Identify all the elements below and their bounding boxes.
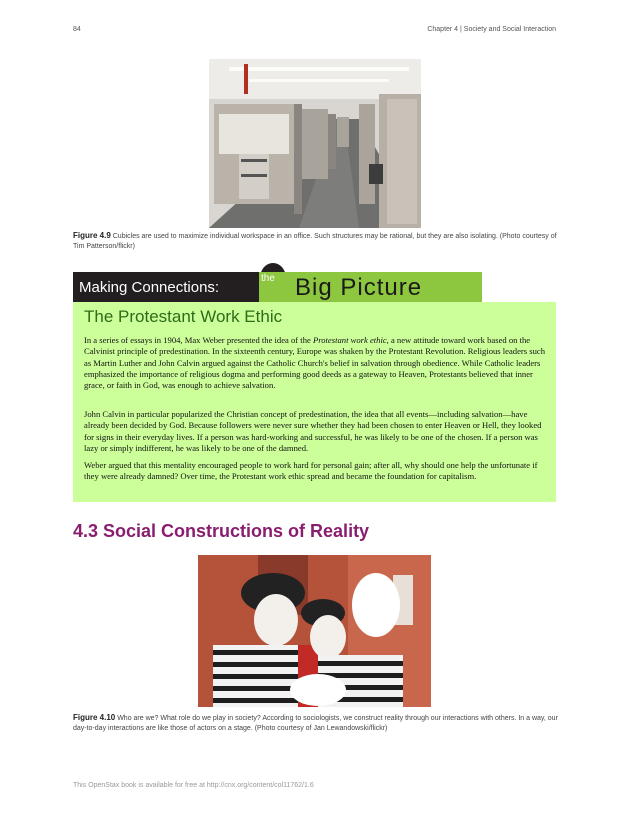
figure-4-10-label: Figure 4.10 xyxy=(73,713,116,722)
cubicles-photo xyxy=(209,59,421,228)
figure-4-10-caption xyxy=(73,713,558,734)
feature-p1-emphasis: Protestant work ethic xyxy=(312,335,387,345)
figure-4-9-text: Cubicles are used to maximize individual workspace in an office. Such structures may be rational, but they are also isolating. (Photo courtesy of Tim Patterson/flickr) xyxy=(73,233,557,250)
feature-paragraph-1 xyxy=(84,335,547,391)
banner-the: the xyxy=(261,273,275,284)
chapter-header: Chapter 4 | Society and Social Interaction xyxy=(427,26,556,33)
feature-paragraph-3: Weber argued that this mentality encouraged people to work hard for personal gain; after all, why should one help the unfortunate if they were already damned? Over time, the Protestant work ethic spread and became the foundation for capitalism. xyxy=(84,460,538,482)
banner-green-panel xyxy=(259,272,482,302)
feature-title: The Protestant Work Ethic xyxy=(84,307,283,326)
mimes-photo xyxy=(198,555,431,707)
figure-4-9-caption xyxy=(73,231,558,252)
banner-big-picture: Big Picture xyxy=(295,274,423,301)
section-title: 4.3 Social Constructions of Reality xyxy=(73,521,370,541)
footer-link-text: This OpenStax book is available for free at http://cnx.org/content/col11762/1.6 xyxy=(73,782,314,789)
feature-p1-start: In a series of essays in 1904, Max Weber presented the idea of the xyxy=(84,335,313,345)
feature-box xyxy=(73,302,556,502)
figure-4-9-label: Figure 4.9 xyxy=(73,231,111,240)
banner-dark-panel xyxy=(73,272,259,302)
feature-paragraph-2: John Calvin in particular popularized the Christian concept of predestination, the idea that all events—including salvation—have already been decided by God. Because followers were never sure whether they had been chosen to enter Heaven or Hell, they looked for signs in their everyday lives. If a person was hard-working and successful, he was likely to be one of the chosen. If a person was lazy or simply indifferent, he was likely to be one of the damned. xyxy=(84,409,542,453)
page-number: 84 xyxy=(73,26,81,33)
big-picture-banner xyxy=(73,272,482,302)
banner-making-connections: Making Connections: xyxy=(79,279,220,296)
feature-p1-rest: , a new attitude toward work based on the Calvinist principle of predestination. In the sixteenth century, Europe was shaken by the Protestant Revolution. Religious leaders such as Martin Luther and John Calvin argued against the Catholic Church's belief in salvation through obedience. While Catholic leaders emphasized the importance of religious dogma and performing good deeds as a gateway to Heaven, Protestants believed that inner grace, or faith in God, was enough to achieve salvation. xyxy=(84,335,546,391)
figure-4-10-text: Who are we? What role do we play in society? According to sociologists, we construct reality through our interactions with others. In a way, our day-to-day interactions are like those of actors on a stage. (Photo courtesy of Jan Lewandowski/flickr) xyxy=(73,715,558,732)
